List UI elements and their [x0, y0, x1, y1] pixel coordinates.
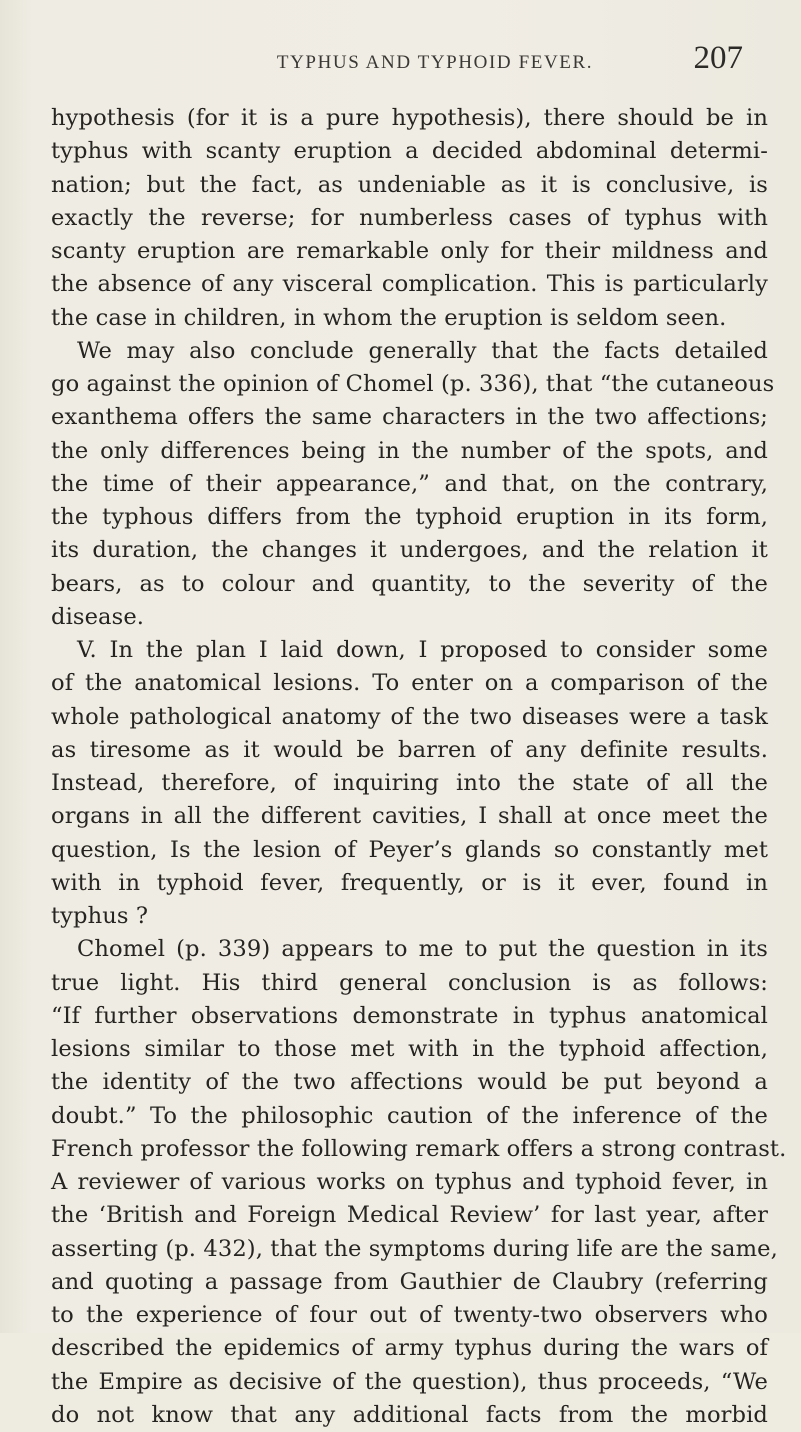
text-line: question, Is the lesion of Peyer’s glands so constantly met: [51, 836, 768, 863]
text-line: the identity of the two affections would be put beyond a: [51, 1069, 768, 1096]
text-line: Instead, therefore, of inquiring into the state of all the: [51, 770, 768, 796]
text-line: V. In the plan I laid down, I proposed to consider some: [77, 637, 768, 663]
text-line: typhus ?: [51, 903, 149, 929]
text-line: of the anatomical lesions. To enter on a comparison of the: [51, 670, 768, 697]
text-line: to the experience of four out of twenty-two observers who: [51, 1302, 768, 1328]
running-head: TYPHUS AND TYPHOID FEVER.: [276, 52, 594, 73]
text-line: nation; but the fact, as undeniable as it is conclusive, is: [51, 171, 768, 198]
text-line: French professor the following remark offers a strong contrast.: [51, 1135, 787, 1162]
text-line: the time of their appearance,” and that, on the contrary,: [51, 470, 768, 497]
text-line: and quoting a passage from Gauthier de Claubry (referring: [51, 1268, 768, 1295]
text-line: organs in all the different cavities, I shall at once meet the: [51, 803, 768, 830]
text-line: go against the opinion of Chomel (p. 336), that “the cutaneous: [51, 371, 775, 397]
text-line: We may also conclude generally that the facts detailed: [77, 337, 768, 364]
text-line: whole pathological anatomy of the two diseases were a task: [51, 703, 768, 730]
text-line: typhus with scanty eruption a decided abdominal determi-: [51, 138, 768, 165]
text-line: doubt.” To the philosophic caution of the inference of the: [51, 1102, 768, 1129]
text-line: the typhous differs from the typhoid eruption in its form,: [51, 504, 768, 530]
text-line: “If further observations demonstrate in typhus anatomical: [51, 1002, 768, 1029]
text-line: do not know that any additional facts from the morbid: [51, 1401, 768, 1428]
text-line: A reviewer of various works on typhus and typhoid fever, in: [51, 1169, 768, 1195]
text-line: the case in children, in whom the eruption is seldom seen.: [51, 304, 727, 331]
text-line: lesions similar to those met with in the typhoid affection,: [51, 1036, 768, 1062]
body-text: [51, 102, 787, 1432]
text-line: described the epidemics of army typhus during the wars of: [51, 1335, 768, 1362]
text-line: exactly the reverse; for numberless cases of typhus with: [51, 204, 768, 231]
text-line: its duration, the changes it undergoes, and the relation it: [51, 537, 768, 564]
text-line: disease.: [51, 603, 145, 630]
text-line: true light. His third general conclusion is as follows:: [51, 969, 768, 996]
text-line: Chomel (p. 339) appears to me to put the question in its: [77, 936, 768, 963]
text-line: the only differences being in the number of the spots, and: [51, 437, 768, 464]
text-line: asserting (p. 432), that the symptoms during life are the same,: [51, 1235, 778, 1262]
text-line: with in typhoid fever, frequently, or is it ever, found in: [51, 869, 768, 896]
page-number: 207: [693, 40, 743, 76]
text-line: the ‘British and Foreign Medical Review’ for last year, after: [51, 1202, 768, 1229]
text-line: as tiresome as it would be barren of any definite results.: [51, 736, 768, 763]
text-line: the absence of any visceral complication. This is particularly: [51, 271, 768, 298]
text-line: scanty eruption are remarkable only for their mildness and: [51, 238, 768, 264]
text-line: bears, as to colour and quantity, to the severity of the: [51, 570, 768, 597]
text-line: hypothesis (for it is a pure hypothesis), there should be in: [51, 105, 768, 131]
text-line: the Empire as decisive of the question), thus proceeds, “We: [51, 1368, 768, 1395]
text-line: exanthema offers the same characters in the two affections;: [51, 404, 768, 431]
